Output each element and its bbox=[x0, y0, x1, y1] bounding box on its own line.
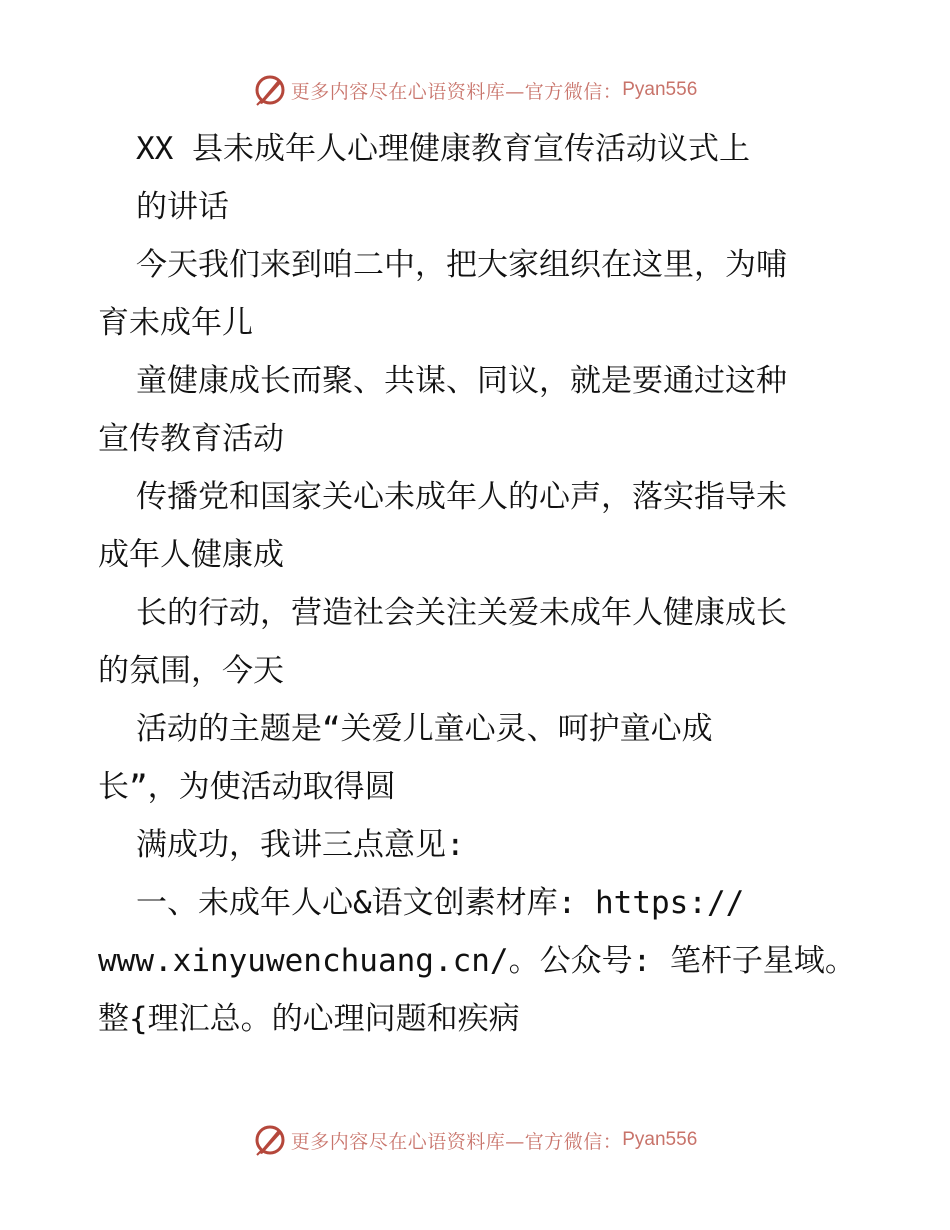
body-line: 长的行动，营造社会关注关爱未成年人健康成长 bbox=[136, 595, 787, 631]
title-line-2: 的讲话 bbox=[136, 189, 229, 225]
watermark-wechat-id: Pyan556 bbox=[622, 79, 698, 100]
title-line-1: XX 县未成年人心理健康教育宣传活动议式上 bbox=[136, 131, 750, 167]
body-line: 育未成年儿 bbox=[98, 305, 253, 341]
body-line: 今天我们来到咱二中，把大家组织在这里，为哺 bbox=[136, 247, 787, 283]
body-line: 宣传教育活动 bbox=[98, 421, 284, 457]
body-line: 的氛围，今天 bbox=[98, 653, 284, 689]
body-line: 长”，为使活动取得圆 bbox=[98, 769, 396, 805]
body-line: 满成功，我讲三点意见: bbox=[136, 827, 465, 863]
body-line: 一、未成年人心&语文创素材库: https:// bbox=[136, 885, 745, 921]
body-line: 童健康成长而聚、共谋、同议，就是要通过这种 bbox=[136, 363, 787, 399]
footer-watermark bbox=[0, 1120, 950, 1160]
body-line: 传播党和国家关心未成年人的心声，落实指导未 bbox=[136, 479, 787, 515]
watermark-text: 更多内容尽在心语资料库—官方微信： bbox=[290, 80, 623, 103]
body-line: 成年人健康成 bbox=[98, 537, 284, 573]
header-watermark bbox=[0, 70, 950, 110]
quill-logo-icon bbox=[253, 1123, 287, 1157]
body-line: 整{理汇总。的心理问题和疾病 bbox=[98, 1001, 520, 1037]
watermark-wechat-id: Pyan556 bbox=[622, 1129, 698, 1150]
watermark-text: 更多内容尽在心语资料库—官方微信： bbox=[290, 1130, 623, 1153]
body-line: www.xinyuwenchuang.cn/。公众号: 笔杆子星域。 bbox=[98, 943, 856, 979]
body-line: 活动的主题是“关爱儿童心灵、呵护童心成 bbox=[136, 711, 713, 747]
quill-logo-icon bbox=[253, 73, 287, 107]
